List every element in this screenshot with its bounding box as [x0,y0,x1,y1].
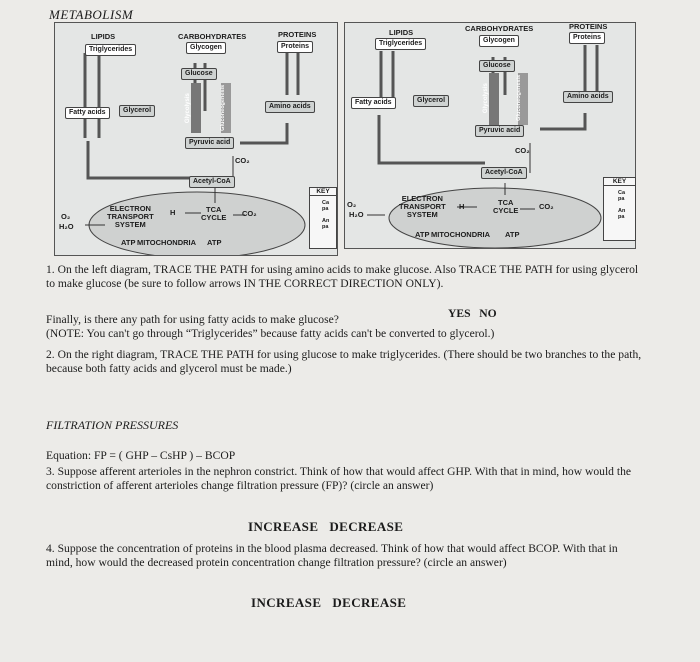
electron-transport-label: ELECTRON TRANSPORT SYSTEM [399,194,446,219]
mitochondria-label: MITOCHONDRIA [431,230,491,239]
key-title: KEY [310,188,336,196]
question-3: 3. Suppose afferent arterioles in the nephron constrict. Think of how that would affect GHP. With that in mind, how would the constriction of afferent arterioles change filtration pressure (FP)? (circle an answer) [46,465,632,493]
lipids-label: LIPIDS [91,32,116,41]
question-3-answers: INCREASE DECREASE [248,519,404,534]
section-title-filtration: FILTRATION PRESSURES [46,418,179,432]
question-2: 2. On the right diagram, TRACE THE PATH for using glucose to make triglycerides. (There should be two branches to the path, because both fatty acids and glycerol must be made.) [46,348,642,376]
glycerol-box: Glycerol [119,105,155,117]
proteins-box: Proteins [277,41,313,53]
question-1-finally: Finally, is there any path for using fatty acids to make glucose? [46,313,339,326]
key-catabolic: Ca pa [618,190,626,202]
gluconeogenesis-label: Gluconeogenesis [516,74,523,121]
pyruvic-acid-box: Pyruvic acid [185,137,234,149]
lipids-label: LIPIDS [389,28,414,37]
h-label: H [170,208,176,217]
glycolysis-label: Glycolysis [482,83,489,114]
atp-right-label: ATP [207,238,222,247]
amino-acids-box: Amino acids [265,101,315,113]
glucose-box: Glucose [479,60,515,72]
question-1-note: (NOTE: You can't go through “Triglycerides” because fatty acids can't be converted to glycerol.) [46,327,495,340]
co2-label-bottom: CO₂ [242,209,257,218]
carbohydrates-label: CARBOHYDRATES [178,32,247,41]
acetyl-coa-box: Acetyl-CoA [189,176,235,188]
equation: Equation: FP = ( GHP – CsHP ) – BCOP [46,449,236,462]
proteins-box: Proteins [569,32,605,44]
h2o-label: H₂O [59,222,74,231]
key-box [309,187,337,249]
glycerol-box: Glycerol [413,95,449,107]
glycolysis-label: Glycolysis [184,93,191,124]
co2-label-bottom: CO₂ [539,202,554,211]
glycogen-box: Glycogen [186,42,226,54]
key-title: KEY [604,178,635,186]
mitochondria-label: MITOCHONDRIA [137,238,197,247]
proteins-heading: PROTEINS [278,30,317,39]
fatty-acids-box: Fatty acids [351,97,396,109]
key-box [603,177,636,241]
key-catabolic: Ca pa [322,200,330,212]
acetyl-coa-box: Acetyl-CoA [481,167,527,179]
co2-label-top: CO₂ [235,156,250,165]
atp-left-label: ATP [121,238,136,247]
key-anabolic: An pa [322,218,330,230]
tca-cycle-label: TCA CYCLE [201,205,227,222]
right-metabolism-diagram [344,22,636,249]
gluconeogenesis-label: Gluconeogenesis [220,84,227,131]
triglycerides-box: Triglycerides [375,38,426,50]
carbohydrates-label: CARBOHYDRATES [465,24,534,33]
atp-left-label: ATP [415,230,430,239]
amino-acids-box: Amino acids [563,91,613,103]
triglycerides-box: Triglycerides [85,44,136,56]
yes-no-answers: YES NO [448,307,497,320]
o2-label: O₂ [347,200,357,209]
co2-label-top: CO₂ [515,146,530,155]
pyruvic-acid-box: Pyruvic acid [475,125,524,137]
question-1: 1. On the left diagram, TRACE THE PATH for using amino acids to make glucose. Also TRACE THE PATH for using glycerol to make glucose (be sure to follow arrows IN THE CORRECT DIRECTION ONLY). [46,263,639,291]
left-metabolism-diagram [54,22,338,256]
tca-cycle-label: TCA CYCLE [493,198,519,215]
glucose-box: Glucose [181,68,217,80]
h2o-label: H₂O [349,210,364,219]
fatty-acids-box: Fatty acids [65,107,110,119]
atp-right-label: ATP [505,230,520,239]
question-4-answers: INCREASE DECREASE [251,595,407,610]
proteins-heading: PROTEINS [569,22,608,31]
key-anabolic: An pa [618,208,626,220]
h-label: H [459,202,465,211]
question-4: 4. Suppose the concentration of proteins in the blood plasma decreased. Think of how that would affect BCOP. With that in mind, how would the decreased protein concentration change filtration pressure? (circle an answer) [46,542,618,570]
o2-label: O₂ [61,212,71,221]
page-title: METABOLISM [49,7,134,22]
glycogen-box: Glycogen [479,35,519,47]
electron-transport-label: ELECTRON TRANSPORT SYSTEM [107,204,154,229]
